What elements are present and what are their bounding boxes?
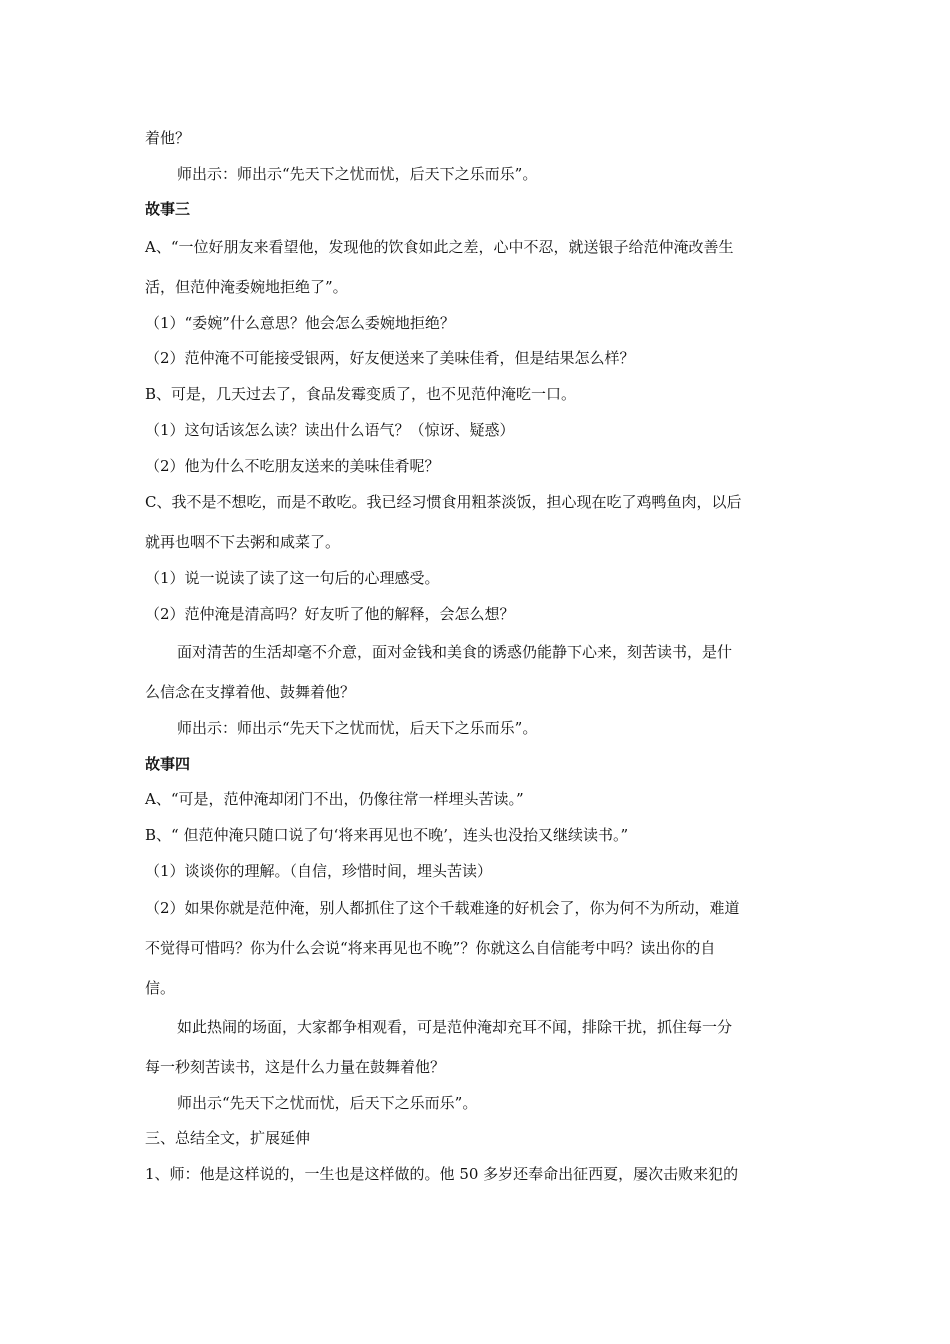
text-line: B、“ 但范仲淹只随口说了句‘将来再见也不晚’，连头也没抬又继续读书。” <box>145 826 629 844</box>
text-line: B、可是，几天过去了，食品发霉变质了，也不见范仲淹吃一口。 <box>145 385 577 403</box>
text-line: 师出示：师出示“先天下之忧而忧，后天下之乐而乐”。 <box>177 165 538 183</box>
text-line: （2）如果你就是范仲淹，别人都抓住了这个千载难逢的好机会了，你为何不为所动，难道 <box>145 899 740 917</box>
text-line: 三、总结全文，扩展延伸 <box>145 1129 311 1147</box>
text-line: 么信念在支撑着他、鼓舞着他？ <box>145 683 356 701</box>
text-line: 如此热闹的场面，大家都争相观看，可是范仲淹却充耳不闻，排除干扰，抓住每一分 <box>177 1018 733 1036</box>
text-line: （1）说一说读了读了这一句后的心理感受。 <box>145 569 440 587</box>
text-line: （1）谈谈你的理解。（自信，珍惜时间，埋头苦读） <box>145 862 493 880</box>
text-line: 师出示“先天下之忧而忧，后天下之乐而乐”。 <box>177 1094 478 1112</box>
text-line: （2）范仲淹不可能接受银两，好友便送来了美味佳肴，但是结果怎么样？ <box>145 349 635 367</box>
text-line: （2）他为什么不吃朋友送来的美味佳肴呢？ <box>145 457 440 475</box>
text-line: （2）范仲淹是清高吗？好友听了他的解释，会怎么想？ <box>145 605 515 623</box>
section-heading: 故事三 <box>145 200 191 218</box>
text-line: 每一秒刻苦读书，这是什么力量在鼓舞着他？ <box>145 1058 446 1076</box>
text-line: （1）“委婉”什么意思？他会怎么委婉地拒绝？ <box>145 314 455 332</box>
section-heading: 故事四 <box>145 755 191 773</box>
text-line: C、我不是不想吃，而是不敢吃。我已经习惯食用粗茶淡饭，担心现在吃了鸡鸭鱼肉，以后 <box>145 493 742 511</box>
text-line: 不觉得可惜吗？你为什么会说“将来再见也不晚”？你就这么自信能考中吗？读出你的自 <box>145 939 716 957</box>
text-line: 就再也咽不下去粥和咸菜了。 <box>145 533 341 551</box>
text-line: A、“可是，范仲淹却闭门不出，仍像往常一样埋头苦读。” <box>145 790 524 808</box>
text-line: （1）这句话该怎么读？读出什么语气？（惊讶、疑惑） <box>145 421 515 439</box>
text-line: 活，但范仲淹委婉地拒绝了”。 <box>145 278 348 296</box>
text-line: 面对清苦的生活却毫不介意，面对金钱和美食的诱惑仍能静下心来，刻苦读书，是什 <box>177 643 733 661</box>
text-line: 着他？ <box>145 129 191 147</box>
text-line: 信。 <box>145 979 176 997</box>
text-line: 1、师：他是这样说的，一生也是这样做的。他 50 多岁还奉命出征西夏，屡次击败来犯的 <box>145 1165 739 1183</box>
text-line: A、“一位好朋友来看望他，发现他的饮食如此之差，心中不忍，就送银子给范仲淹改善生 <box>145 238 734 256</box>
text-line: 师出示：师出示“先天下之忧而忧，后天下之乐而乐”。 <box>177 719 538 737</box>
